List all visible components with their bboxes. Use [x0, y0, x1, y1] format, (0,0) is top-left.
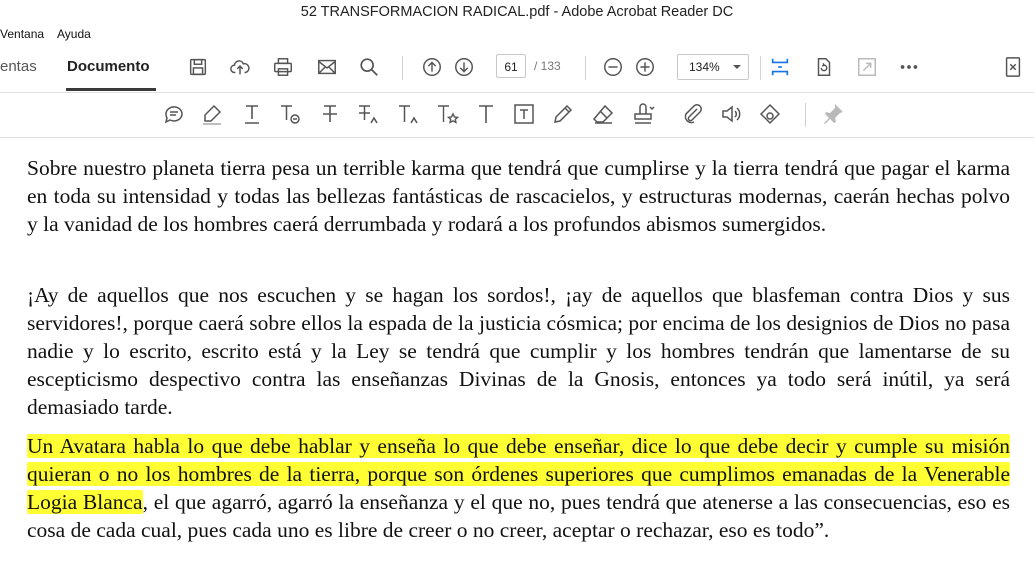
add-text-icon[interactable]	[473, 101, 499, 127]
more-options-icon[interactable]	[896, 54, 922, 80]
toolbar-divider	[760, 56, 761, 80]
close-panel-icon[interactable]	[1000, 54, 1026, 80]
stamp-icon[interactable]	[630, 101, 656, 127]
zoom-value: 134%	[689, 60, 720, 74]
save-icon[interactable]	[185, 54, 211, 80]
page-number-input[interactable]: 61	[496, 54, 526, 78]
sticky-note-icon[interactable]	[161, 101, 187, 127]
attach-file-icon[interactable]	[679, 101, 705, 127]
record-audio-icon[interactable]	[717, 101, 743, 127]
zoom-out-icon[interactable]	[600, 54, 626, 80]
tab-documento[interactable]: Documento	[67, 58, 150, 75]
rotate-page-icon[interactable]	[811, 54, 837, 80]
underline-text-icon[interactable]	[239, 101, 265, 127]
search-icon[interactable]	[356, 54, 382, 80]
text-star-icon[interactable]	[434, 101, 460, 127]
upload-cloud-icon[interactable]	[227, 54, 253, 80]
tab-herramientas[interactable]: entas	[0, 58, 37, 75]
highlighter-icon[interactable]	[199, 101, 225, 127]
pencil-icon[interactable]	[550, 101, 576, 127]
comment-toolbar	[0, 93, 1034, 138]
paragraph	[27, 432, 1010, 544]
text-box-icon[interactable]	[511, 101, 537, 127]
previous-page-icon[interactable]	[419, 54, 445, 80]
pin-icon[interactable]	[820, 101, 846, 127]
chevron-down-icon[interactable]	[726, 55, 748, 79]
menu-ventana[interactable]: Ventana	[0, 27, 45, 41]
insert-text-icon[interactable]	[395, 101, 421, 127]
paragraph: ¡Ay de aquellos que nos escuchen y se hagan los sordos!, ¡ay de aquellos que blasfeman contra Dios y sus servidores!, porque caerá sobre ellos la espada de la justicia cósmica; por encima de los designios de Dios no pasa nadie y lo escrito, escrito está y la Ley se tendrá que cumplir y los hombres tendrán que lamentarse de su escepticismo despectivo contra las enseñanzas Divinas de la Gnosis, entonces ya todo será inútil, ya será demasiado tarde.	[27, 283, 1010, 419]
active-tab-indicator	[66, 88, 156, 91]
window-title: 52 TRANSFORMACION RADICAL.pdf - Adobe Acrobat Reader DC	[0, 0, 1034, 24]
document-page[interactable]	[0, 138, 1034, 584]
menu-bar	[0, 24, 1034, 44]
strikethrough-text-icon[interactable]	[317, 101, 343, 127]
email-icon[interactable]	[314, 54, 340, 80]
scroll-mode-icon[interactable]	[767, 54, 793, 80]
shapes-icon[interactable]	[757, 101, 783, 127]
fullscreen-icon[interactable]	[854, 54, 880, 80]
zoom-in-icon[interactable]	[632, 54, 658, 80]
replace-text-icon[interactable]	[355, 101, 381, 127]
toolbar-divider	[585, 56, 586, 80]
next-page-icon[interactable]	[451, 54, 477, 80]
page-total: / 133	[534, 59, 561, 73]
print-icon[interactable]	[270, 54, 296, 80]
menu-ayuda[interactable]: Ayuda	[57, 27, 91, 41]
toolbar-divider	[805, 103, 806, 127]
paragraph-text: , el que agarró, agarró la enseñanza y el que no, pues tendrá que atenerse a las consecuencias, eso es cosa de cada cual, pues cada uno es libre de creer o no creer, aceptar o rechazar, eso es todo”.	[27, 490, 1011, 542]
highlighted-text[interactable]: Un Avatara habla lo que debe hablar y enseña lo que debe enseñar, dice lo que debe decir y cumple su misión quieran o no los hombres de la tierra, porque son órdenes superiores que cumplimos emanadas de la Venerable Logia Blanca	[27, 434, 1010, 514]
eraser-icon[interactable]	[590, 101, 616, 127]
toolbar-divider	[402, 56, 403, 80]
paragraph: Sobre nuestro planeta tierra pesa un terrible karma que tendrá que cumplirse y la tierra tendrá que pagar el karma en toda su intensidad y todas las bellezas fantásticas de rascacielos, y estructuras modernas, caerán hechas polvo y la vanidad de los hombres caerá derrumbada y rodará a los profundos abismos sumergidos.	[27, 156, 1010, 236]
zoom-select[interactable]	[677, 54, 749, 80]
text-comment-icon[interactable]	[277, 101, 303, 127]
